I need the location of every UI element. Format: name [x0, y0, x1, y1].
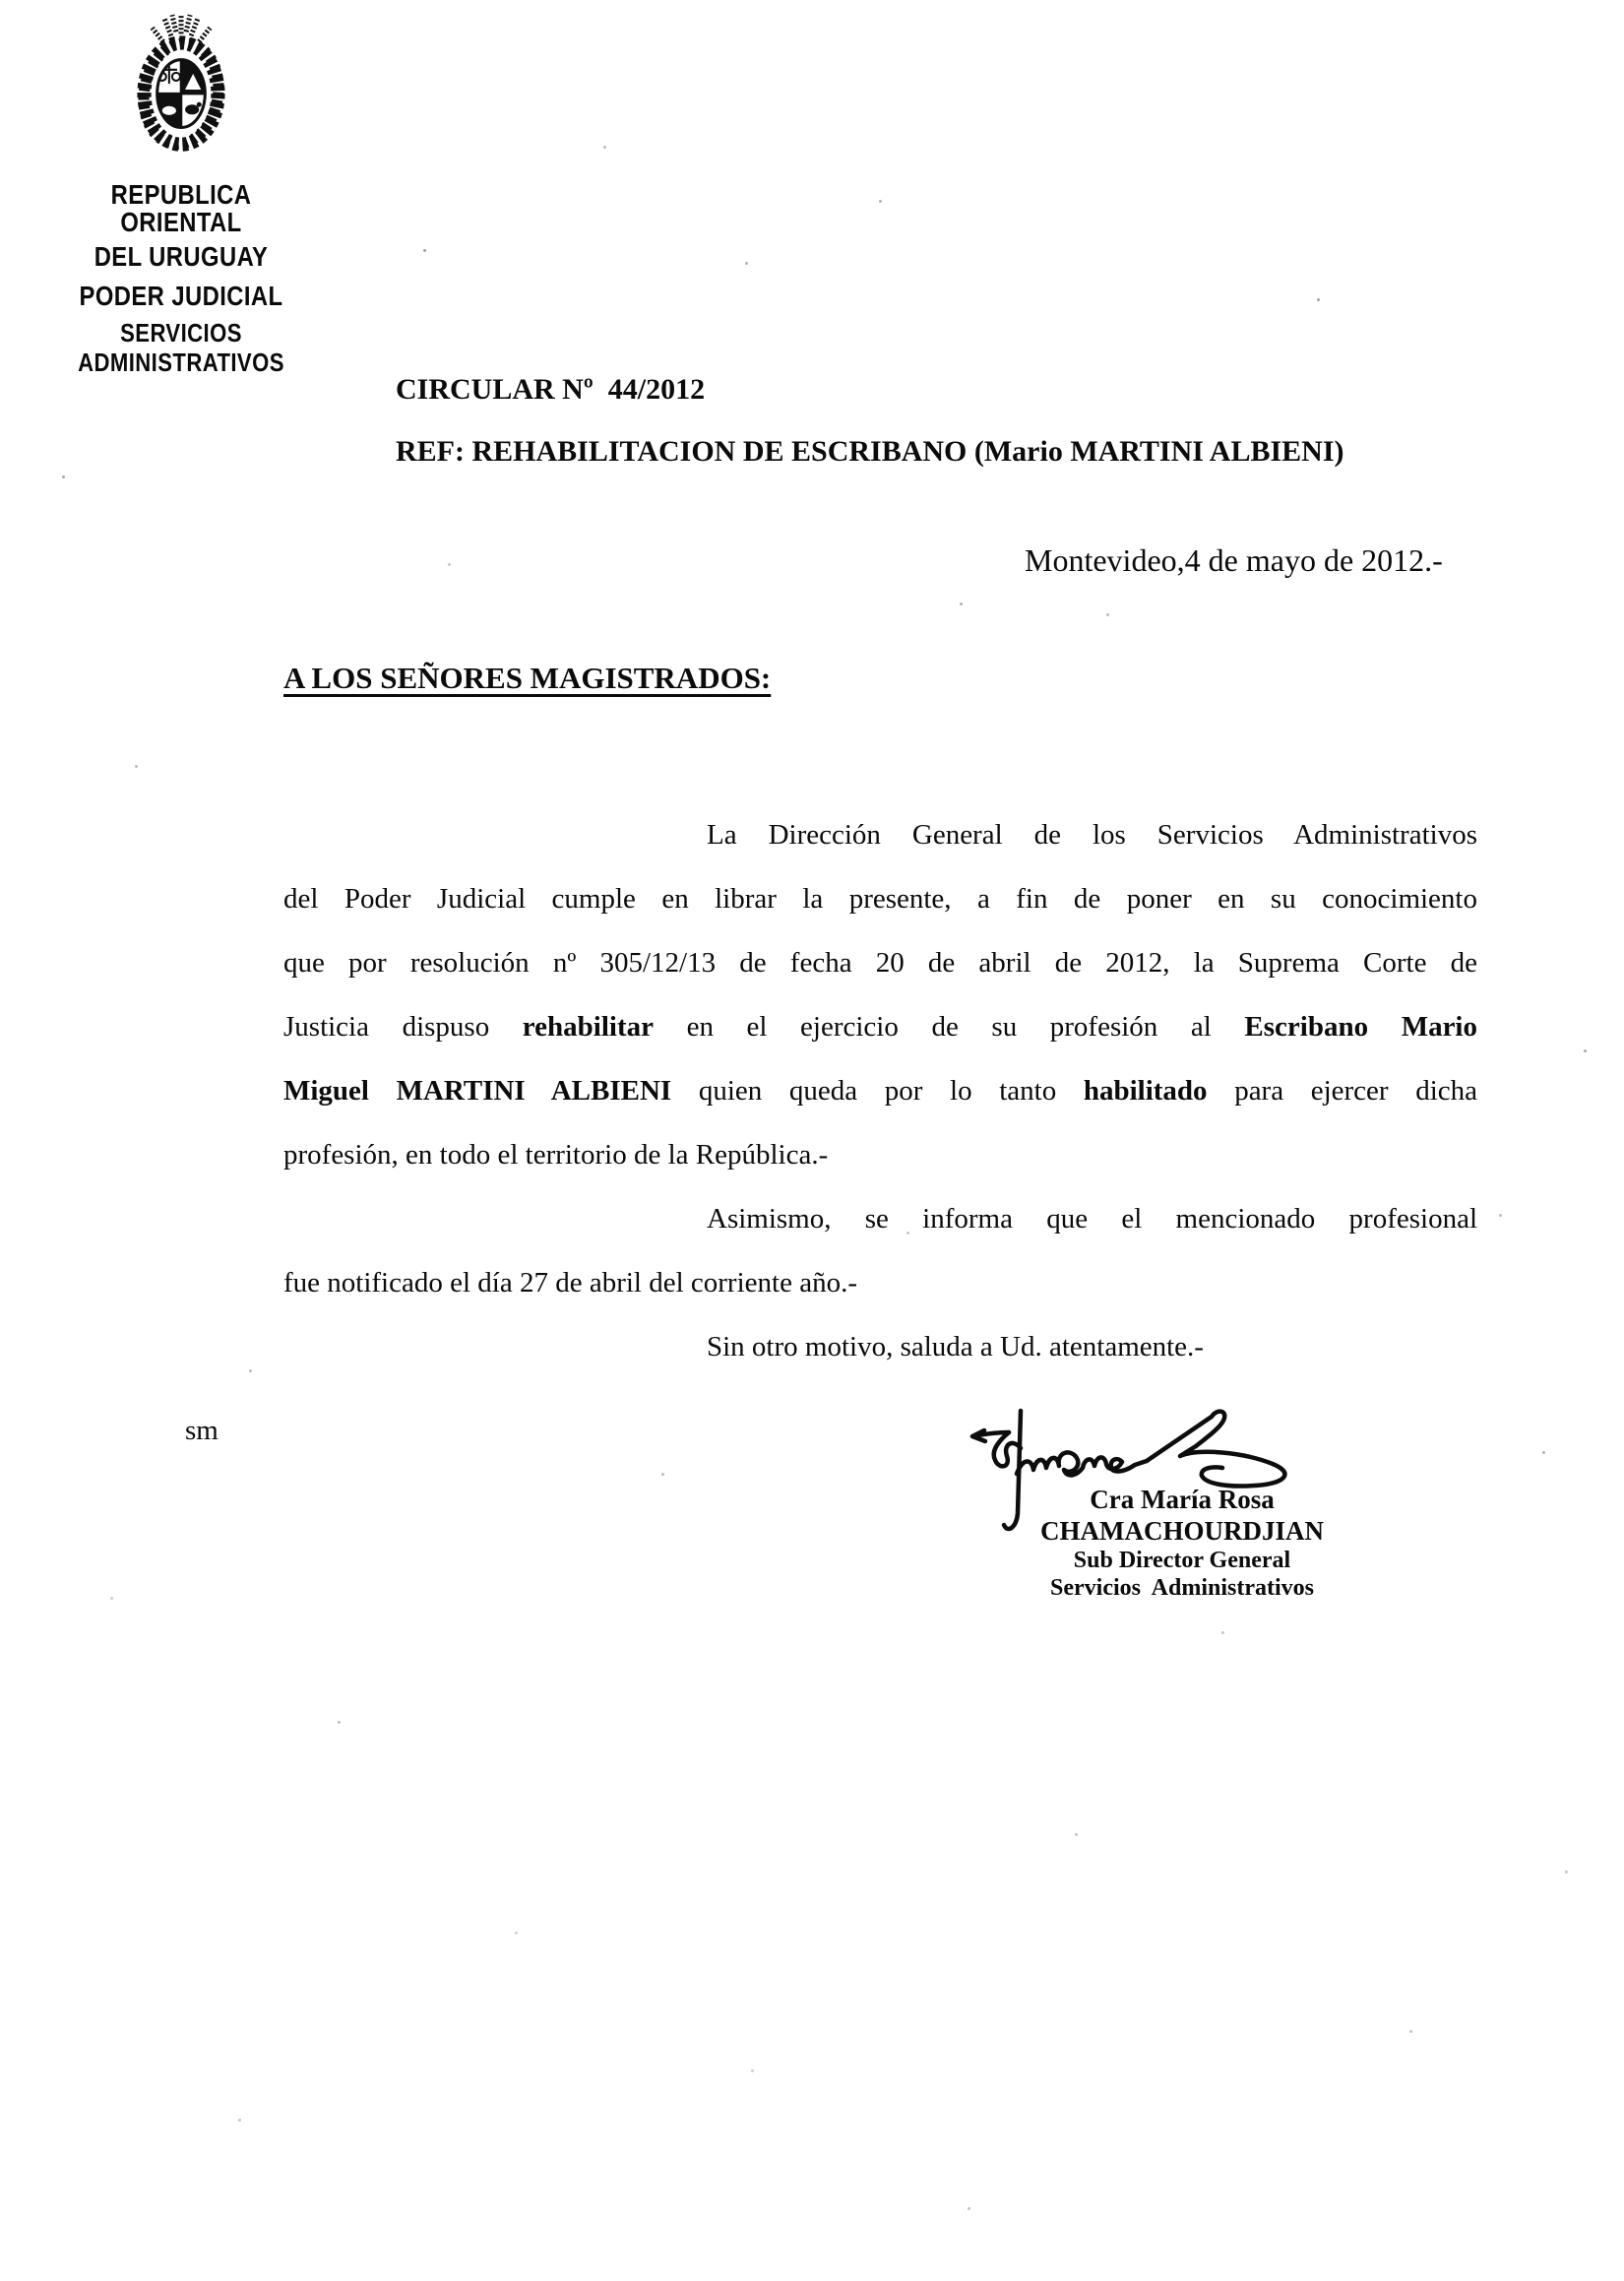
body-regular-text: Asimismo, se informa que el mencionado profesional: [707, 1203, 1477, 1235]
signature-block: [960, 1484, 1405, 1602]
body-regular-text: que por resolución nº 305/12/13 de fecha 20 de abril de 2012, la Suprema Corte de: [283, 947, 1477, 979]
signatory-name: Cra María Rosa CHAMACHOURDJIAN: [1040, 1485, 1324, 1546]
letterhead-line: DEL URUGUAY: [94, 241, 269, 272]
body-regular-text: en el ejercicio de su profesión al: [653, 1011, 1245, 1043]
body-bold-text: rehabilitar: [522, 1011, 654, 1043]
circular-number: CIRCULAR Nº 44/2012: [396, 373, 706, 406]
body-regular-text: La Dirección General de los Servicios Administrativos: [707, 819, 1477, 851]
body-bold-text: habilitado: [1083, 1075, 1208, 1107]
body-regular-text: Sin otro motivo, saluda a Ud. atentamente.-: [707, 1331, 1204, 1362]
body-line: [283, 931, 1477, 995]
body-regular-text: del Poder Judicial cumple en librar la presente, a fin de poner en su conocimiento: [283, 883, 1477, 915]
body-regular-text: quien queda por lo tanto: [671, 1075, 1084, 1107]
dateline: Montevideo,4 de mayo de 2012.-: [1025, 542, 1443, 578]
body-line: [283, 1251, 1477, 1315]
letterhead: [56, 181, 307, 375]
body-line: [283, 803, 1477, 867]
body-regular-text: fue notificado el día 27 de abril del corriente año.-: [283, 1267, 857, 1299]
reference-line: REF: REHABILITACION DE ESCRIBANO (Mario MARTINI ALBIENI): [396, 435, 1344, 468]
body-line: [283, 995, 1477, 1059]
body-regular-text: para ejercer dicha: [1207, 1075, 1477, 1107]
letterhead-line: PODER JUDICIAL: [79, 281, 283, 311]
typist-initials: sm: [185, 1415, 219, 1446]
letterhead-line: REPUBLICA ORIENTAL: [110, 179, 252, 237]
body-bold-text: Escribano Mario: [1244, 1011, 1477, 1043]
body-regular-text: profesión, en todo el territorio de la República.-: [283, 1139, 829, 1171]
letterhead-line: SERVICIOS: [120, 318, 242, 348]
body-line: [283, 1187, 1477, 1251]
body-text: [283, 803, 1477, 1379]
scan-noise-specks: [0, 0, 3, 3]
signatory-office: Servicios Administrativos: [1050, 1575, 1314, 1601]
body-bold-text: Miguel MARTINI ALBIENI: [283, 1075, 672, 1107]
body-regular-text: Justicia dispuso: [283, 1011, 523, 1043]
signatory-title: Sub Director General: [1073, 1548, 1291, 1573]
body-line: [283, 1059, 1477, 1123]
uruguay-coat-of-arms-icon: [126, 6, 236, 165]
body-line: [283, 1123, 1477, 1187]
body-line: [283, 1315, 1477, 1379]
letterhead-line: ADMINISTRATIVOS: [78, 348, 284, 377]
body-line: [283, 867, 1477, 931]
addressee: A LOS SEÑORES MAGISTRADOS:: [283, 661, 772, 695]
